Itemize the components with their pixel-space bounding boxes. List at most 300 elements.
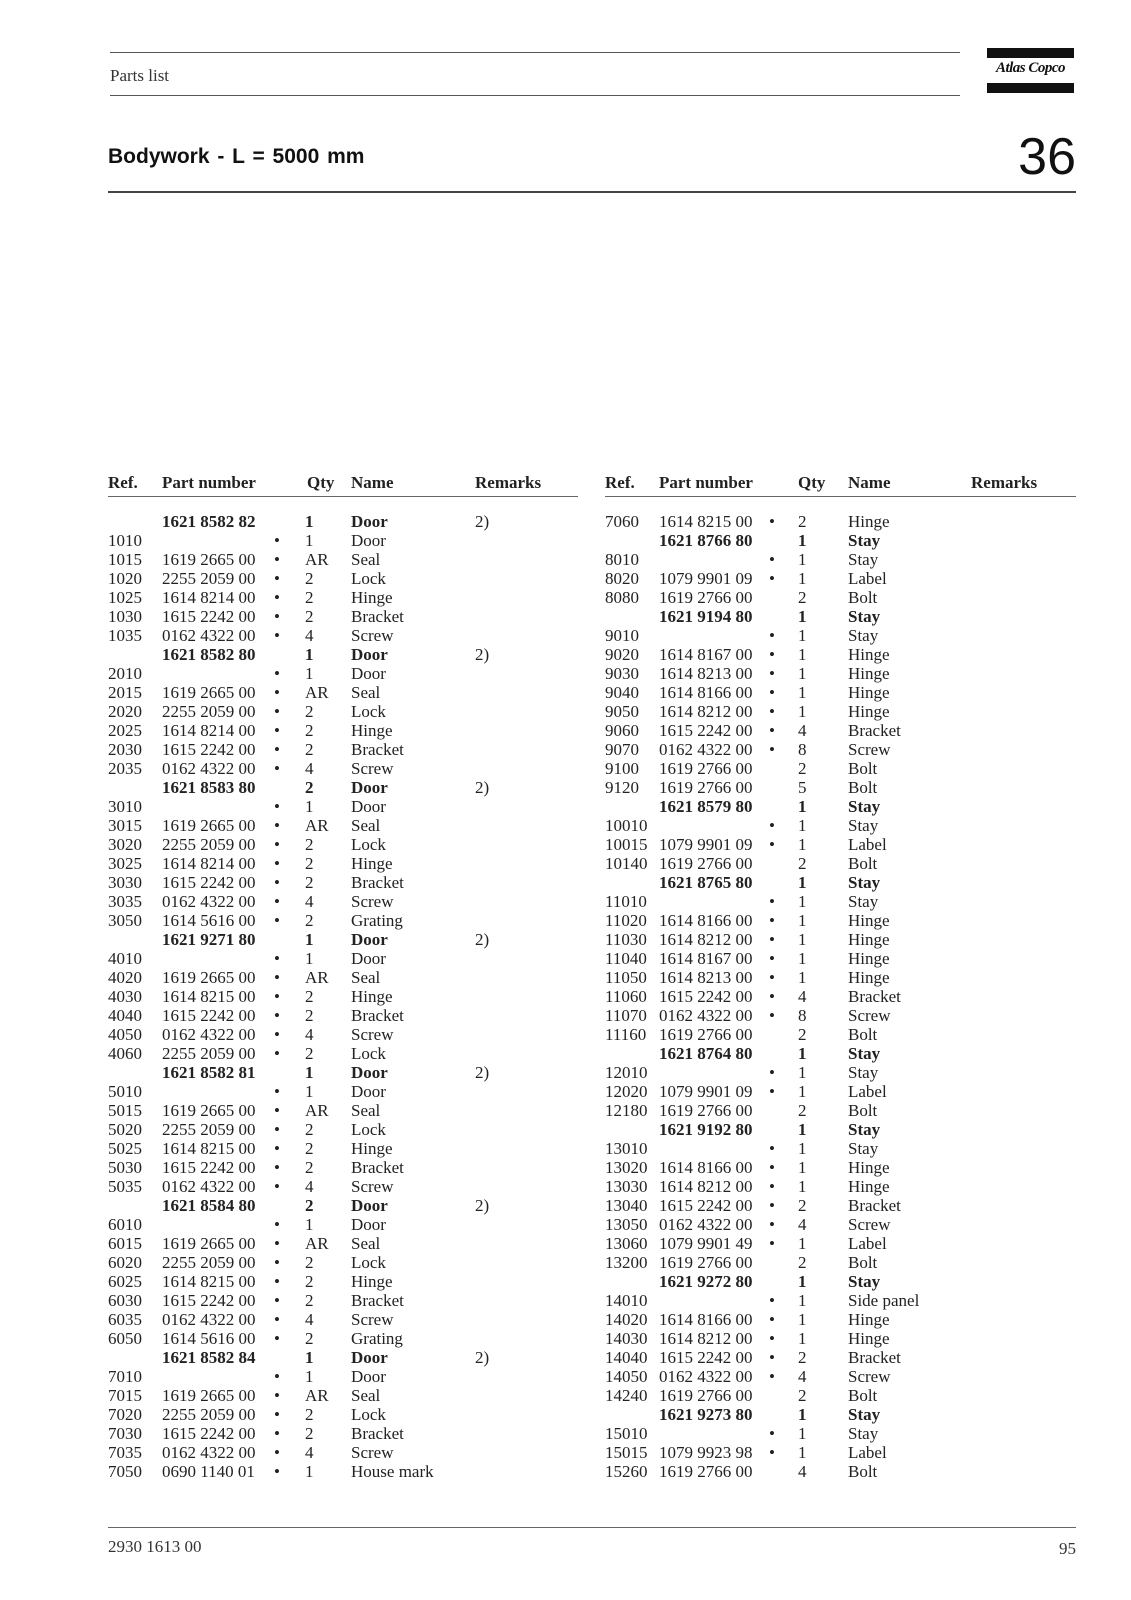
qty-cell: 2 — [305, 1196, 314, 1215]
name-cell: Lock — [351, 1253, 386, 1272]
qty-cell: 4 — [305, 626, 314, 645]
qty-cell: 2 — [305, 1291, 314, 1310]
name-cell: Seal — [351, 550, 381, 569]
bullet-cell: • — [274, 721, 280, 740]
qty-cell: AR — [305, 683, 329, 702]
bullet-cell: • — [274, 1234, 280, 1253]
bullet-cell: • — [274, 949, 280, 968]
logo-bar-bottom — [987, 83, 1074, 93]
name-cell: Bracket — [351, 873, 404, 892]
part-number-cell: 0162 4322 00 — [162, 892, 256, 911]
bullet-cell: • — [274, 1367, 280, 1386]
bullet-cell: • — [274, 1215, 280, 1234]
bullet-cell: • — [769, 1082, 775, 1101]
qty-cell: 1 — [798, 1044, 807, 1063]
atlas-copco-logo — [987, 48, 1074, 93]
ref-cell: 8080 — [605, 588, 639, 607]
bullet-cell: • — [769, 702, 775, 721]
part-number-cell: 1079 9901 09 — [659, 569, 753, 588]
name-cell: Screw — [351, 1443, 394, 1462]
qty-cell: AR — [305, 968, 329, 987]
page-number: 95 — [1059, 1539, 1076, 1558]
ref-cell: 5015 — [108, 1101, 142, 1120]
ref-cell: 3010 — [108, 797, 142, 816]
section-title: Bodywork - L = 5000 mm — [108, 145, 365, 168]
ref-cell: 4010 — [108, 949, 142, 968]
part-number-cell: 1615 2242 00 — [162, 1006, 256, 1025]
name-cell: Hinge — [848, 664, 890, 683]
part-number-cell: 0162 4322 00 — [659, 1367, 753, 1386]
bullet-cell: • — [769, 1234, 775, 1253]
part-number-cell: 1615 2242 00 — [659, 987, 753, 1006]
ref-cell: 2025 — [108, 721, 142, 740]
part-number-cell: 2255 2059 00 — [162, 569, 256, 588]
name-cell: Label — [848, 1443, 887, 1462]
part-number-cell: 1079 9923 98 — [659, 1443, 753, 1462]
qty-cell: 2 — [798, 1386, 807, 1405]
name-cell: Hinge — [848, 683, 890, 702]
col-name: Name — [848, 473, 891, 492]
bullet-cell: • — [769, 968, 775, 987]
qty-cell: AR — [305, 550, 329, 569]
ref-cell: 13010 — [605, 1139, 648, 1158]
name-cell: Door — [351, 1082, 386, 1101]
ref-cell: 12180 — [605, 1101, 648, 1120]
name-cell: Grating — [351, 1329, 403, 1348]
part-number-cell: 1619 2665 00 — [162, 1101, 256, 1120]
ref-cell: 13040 — [605, 1196, 648, 1215]
name-cell: Bracket — [848, 1348, 901, 1367]
part-number-cell: 1621 9271 80 — [162, 930, 256, 949]
qty-cell: 4 — [305, 1177, 314, 1196]
col-remarks: Remarks — [475, 473, 542, 492]
bullet-cell: • — [274, 1443, 280, 1462]
name-cell: Lock — [351, 835, 386, 854]
part-number-cell: 1614 5616 00 — [162, 1329, 256, 1348]
name-cell: Hinge — [848, 702, 890, 721]
qty-cell: 1 — [798, 702, 807, 721]
qty-cell: 4 — [798, 1215, 807, 1234]
part-number-cell: 1615 2242 00 — [659, 721, 753, 740]
ref-cell: 1035 — [108, 626, 142, 645]
part-number-cell: 1614 8214 00 — [162, 588, 256, 607]
name-cell: Grating — [351, 911, 403, 930]
name-cell: Label — [848, 569, 887, 588]
qty-cell: 2 — [305, 1158, 314, 1177]
bullet-cell: • — [769, 949, 775, 968]
qty-cell: 5 — [798, 778, 807, 797]
bullet-cell: • — [769, 1158, 775, 1177]
ref-cell: 5010 — [108, 1082, 142, 1101]
remarks-cell: 2) — [475, 645, 490, 664]
part-number-cell: 0162 4322 00 — [659, 740, 753, 759]
qty-cell: AR — [305, 816, 329, 835]
name-cell: House mark — [351, 1462, 434, 1481]
bullet-cell: • — [274, 550, 280, 569]
qty-cell: 2 — [798, 1253, 807, 1272]
parts-table-right — [605, 473, 1076, 1481]
part-number-cell: 1615 2242 00 — [162, 1424, 256, 1443]
bullet-cell: • — [769, 512, 775, 531]
ref-cell: 10010 — [605, 816, 648, 835]
bullet-cell: • — [274, 759, 280, 778]
name-cell: Bracket — [351, 607, 404, 626]
qty-cell: 2 — [305, 1139, 314, 1158]
qty-cell: 1 — [305, 1082, 314, 1101]
part-number-cell: 1614 8167 00 — [659, 949, 753, 968]
name-cell: Door — [351, 1348, 388, 1367]
qty-cell: 1 — [798, 949, 807, 968]
ref-cell: 12020 — [605, 1082, 648, 1101]
part-number-cell: 1615 2242 00 — [162, 1158, 256, 1177]
qty-cell: 4 — [305, 892, 314, 911]
ref-cell: 14010 — [605, 1291, 648, 1310]
name-cell: Bracket — [848, 987, 901, 1006]
bullet-cell: • — [769, 1329, 775, 1348]
ref-cell: 4030 — [108, 987, 142, 1006]
qty-cell: 1 — [798, 1291, 807, 1310]
bullet-cell: • — [274, 740, 280, 759]
part-number-cell: 1621 8582 84 — [162, 1348, 256, 1367]
part-number-cell: 1619 2665 00 — [162, 1234, 256, 1253]
bullet-cell: • — [769, 1310, 775, 1329]
ref-cell: 15260 — [605, 1462, 648, 1481]
title-rule — [108, 191, 1076, 193]
header-rule — [605, 496, 1076, 497]
ref-cell: 13200 — [605, 1253, 648, 1272]
qty-cell: 2 — [798, 512, 807, 531]
qty-cell: 1 — [305, 1462, 314, 1481]
bullet-cell: • — [274, 911, 280, 930]
qty-cell: 2 — [305, 740, 314, 759]
qty-cell: 1 — [305, 949, 314, 968]
bullet-cell: • — [274, 854, 280, 873]
name-cell: Screw — [351, 759, 394, 778]
name-cell: Hinge — [848, 1310, 890, 1329]
bullet-cell: • — [769, 569, 775, 588]
part-number-cell: 1619 2665 00 — [162, 1386, 256, 1405]
part-number-cell: 1621 8766 80 — [659, 531, 753, 550]
qty-cell: 1 — [798, 911, 807, 930]
ref-cell: 11050 — [605, 968, 647, 987]
part-number-cell: 1614 8215 00 — [162, 987, 256, 1006]
qty-cell: 1 — [305, 930, 314, 949]
ref-cell: 15015 — [605, 1443, 648, 1462]
ref-cell: 5025 — [108, 1139, 142, 1158]
part-number-cell: 1619 2766 00 — [659, 778, 753, 797]
ref-cell: 3015 — [108, 816, 142, 835]
ref-cell: 6010 — [108, 1215, 142, 1234]
name-cell: Stay — [848, 626, 879, 645]
part-number-cell: 1614 5616 00 — [162, 911, 256, 930]
qty-cell: AR — [305, 1386, 329, 1405]
name-cell: Bracket — [848, 721, 901, 740]
qty-cell: 2 — [798, 1348, 807, 1367]
part-number-cell: 1614 8215 00 — [162, 1139, 256, 1158]
part-number-cell: 1615 2242 00 — [162, 607, 256, 626]
ref-cell: 8010 — [605, 550, 639, 569]
part-number-cell: 1619 2665 00 — [162, 550, 256, 569]
name-cell: Door — [351, 1196, 388, 1215]
name-cell: Hinge — [848, 1177, 890, 1196]
qty-cell: 1 — [798, 1139, 807, 1158]
qty-cell: 2 — [305, 569, 314, 588]
qty-cell: 2 — [798, 588, 807, 607]
ref-cell: 13030 — [605, 1177, 648, 1196]
header-rule-top — [110, 52, 960, 53]
qty-cell: 1 — [798, 626, 807, 645]
ref-cell: 2020 — [108, 702, 142, 721]
ref-cell: 7020 — [108, 1405, 142, 1424]
qty-cell: 1 — [798, 1405, 807, 1424]
bullet-cell: • — [274, 1310, 280, 1329]
qty-cell: 2 — [305, 1272, 314, 1291]
name-cell: Seal — [351, 1101, 381, 1120]
name-cell: Screw — [848, 1006, 891, 1025]
qty-cell: 1 — [798, 873, 807, 892]
remarks-cell: 2) — [475, 1348, 490, 1367]
bullet-cell: • — [769, 987, 775, 1006]
ref-cell: 4020 — [108, 968, 142, 987]
name-cell: Door — [351, 930, 388, 949]
part-number-cell: 1614 8167 00 — [659, 645, 753, 664]
part-number-cell: 0162 4322 00 — [162, 1443, 256, 1462]
name-cell: Screw — [351, 626, 394, 645]
qty-cell: 1 — [798, 1082, 807, 1101]
qty-cell: 1 — [798, 645, 807, 664]
bullet-cell: • — [769, 1196, 775, 1215]
name-cell: Hinge — [351, 588, 393, 607]
qty-cell: AR — [305, 1234, 329, 1253]
qty-cell: 2 — [305, 987, 314, 1006]
qty-cell: 1 — [798, 569, 807, 588]
bullet-cell: • — [769, 892, 775, 911]
part-number-cell: 1621 8579 80 — [659, 797, 753, 816]
qty-cell: 1 — [798, 550, 807, 569]
name-cell: Bolt — [848, 1253, 878, 1272]
ref-cell: 9120 — [605, 778, 639, 797]
bullet-cell: • — [769, 1006, 775, 1025]
name-cell: Bolt — [848, 1025, 878, 1044]
qty-cell: 2 — [305, 702, 314, 721]
part-number-cell: 1621 9273 80 — [659, 1405, 753, 1424]
part-number-cell: 1079 9901 09 — [659, 835, 753, 854]
bullet-cell: • — [274, 1329, 280, 1348]
col-ref: Ref. — [108, 473, 138, 492]
bullet-cell: • — [769, 683, 775, 702]
name-cell: Label — [848, 1234, 887, 1253]
bullet-cell: • — [769, 1177, 775, 1196]
qty-cell: 4 — [798, 721, 807, 740]
ref-cell: 7060 — [605, 512, 639, 531]
bullet-cell: • — [274, 702, 280, 721]
header-rule — [108, 496, 578, 497]
name-cell: Lock — [351, 569, 386, 588]
ref-cell: 13050 — [605, 1215, 648, 1234]
part-number-cell: 1615 2242 00 — [162, 1291, 256, 1310]
name-cell: Bolt — [848, 1386, 878, 1405]
name-cell: Bracket — [351, 1291, 404, 1310]
qty-cell: 4 — [798, 1462, 807, 1481]
name-cell: Hinge — [351, 1272, 393, 1291]
part-number-cell: 0162 4322 00 — [162, 626, 256, 645]
qty-cell: 2 — [305, 1424, 314, 1443]
name-cell: Hinge — [351, 987, 393, 1006]
name-cell: Stay — [848, 1272, 881, 1291]
name-cell: Door — [351, 512, 388, 531]
bullet-cell: • — [769, 645, 775, 664]
name-cell: Hinge — [848, 949, 890, 968]
name-cell: Lock — [351, 1044, 386, 1063]
name-cell: Hinge — [351, 854, 393, 873]
part-number-cell: 1621 8764 80 — [659, 1044, 753, 1063]
name-cell: Lock — [351, 702, 386, 721]
ref-cell: 14040 — [605, 1348, 648, 1367]
bullet-cell: • — [274, 1424, 280, 1443]
bullet-cell: • — [769, 626, 775, 645]
qty-cell: 1 — [305, 512, 314, 531]
part-number-cell: 1614 8166 00 — [659, 1310, 753, 1329]
name-cell: Screw — [351, 1177, 394, 1196]
name-cell: Stay — [848, 1139, 879, 1158]
ref-cell: 3035 — [108, 892, 142, 911]
qty-cell: 2 — [305, 1253, 314, 1272]
part-number-cell: 2255 2059 00 — [162, 835, 256, 854]
name-cell: Door — [351, 949, 386, 968]
col-qty: Qty — [798, 473, 826, 492]
ref-cell: 3030 — [108, 873, 142, 892]
qty-cell: 1 — [798, 797, 807, 816]
ref-cell: 1030 — [108, 607, 142, 626]
col-qty: Qty — [307, 473, 335, 492]
part-number-cell: 1614 8212 00 — [659, 702, 753, 721]
part-number-cell: 1621 8582 81 — [162, 1063, 256, 1082]
name-cell: Bolt — [848, 778, 878, 797]
bullet-cell: • — [274, 588, 280, 607]
qty-cell: 2 — [305, 873, 314, 892]
part-number-cell: 1621 9194 80 — [659, 607, 753, 626]
ref-cell: 1020 — [108, 569, 142, 588]
bullet-cell: • — [769, 1424, 775, 1443]
bullet-cell: • — [274, 1101, 280, 1120]
part-number-cell: 2255 2059 00 — [162, 1044, 256, 1063]
qty-cell: 4 — [305, 1443, 314, 1462]
qty-cell: 2 — [305, 1405, 314, 1424]
ref-cell: 2030 — [108, 740, 142, 759]
name-cell: Seal — [351, 968, 381, 987]
qty-cell: 2 — [798, 854, 807, 873]
part-number-cell: 1621 8765 80 — [659, 873, 753, 892]
name-cell: Stay — [848, 550, 879, 569]
name-cell: Hinge — [351, 721, 393, 740]
part-number-cell: 1621 8582 80 — [162, 645, 256, 664]
name-cell: Lock — [351, 1405, 386, 1424]
part-number-cell: 1614 8212 00 — [659, 1329, 753, 1348]
ref-cell: 10140 — [605, 854, 648, 873]
name-cell: Stay — [848, 1044, 881, 1063]
ref-cell: 11040 — [605, 949, 647, 968]
part-number-cell: 1619 2766 00 — [659, 1101, 753, 1120]
qty-cell: 1 — [798, 683, 807, 702]
name-cell: Screw — [351, 1025, 394, 1044]
name-cell: Hinge — [848, 968, 890, 987]
qty-cell: 1 — [798, 1443, 807, 1462]
parts-table-left — [108, 473, 578, 1481]
qty-cell: 4 — [305, 1025, 314, 1044]
ref-cell: 9030 — [605, 664, 639, 683]
bullet-cell: • — [769, 835, 775, 854]
ref-cell: 9050 — [605, 702, 639, 721]
bullet-cell: • — [274, 968, 280, 987]
name-cell: Screw — [848, 1367, 891, 1386]
qty-cell: 1 — [798, 1329, 807, 1348]
qty-cell: 1 — [798, 835, 807, 854]
qty-cell: 8 — [798, 740, 807, 759]
bullet-cell: • — [274, 1139, 280, 1158]
ref-cell: 2035 — [108, 759, 142, 778]
name-cell: Bolt — [848, 1101, 878, 1120]
ref-cell: 9070 — [605, 740, 639, 759]
bullet-cell: • — [769, 816, 775, 835]
ref-cell: 7015 — [108, 1386, 142, 1405]
qty-cell: 1 — [305, 531, 314, 550]
ref-cell: 11010 — [605, 892, 647, 911]
qty-cell: 2 — [305, 778, 314, 797]
ref-cell: 11030 — [605, 930, 647, 949]
bullet-cell: • — [769, 1291, 775, 1310]
bullet-cell: • — [274, 892, 280, 911]
col-ref: Ref. — [605, 473, 635, 492]
ref-cell: 8020 — [605, 569, 639, 588]
qty-cell: 4 — [798, 1367, 807, 1386]
name-cell: Door — [351, 1063, 388, 1082]
ref-cell: 3020 — [108, 835, 142, 854]
part-number-cell: 2255 2059 00 — [162, 702, 256, 721]
part-number-cell: 2255 2059 00 — [162, 1120, 256, 1139]
qty-cell: 2 — [305, 854, 314, 873]
qty-cell: 1 — [798, 607, 807, 626]
part-number-cell: 0162 4322 00 — [162, 759, 256, 778]
bullet-cell: • — [274, 1253, 280, 1272]
ref-cell: 7035 — [108, 1443, 142, 1462]
part-number-cell: 0162 4322 00 — [162, 1025, 256, 1044]
qty-cell: 2 — [305, 1120, 314, 1139]
name-cell: Stay — [848, 1120, 881, 1139]
name-cell: Bracket — [848, 1196, 901, 1215]
ref-cell: 6025 — [108, 1272, 142, 1291]
ref-cell: 9020 — [605, 645, 639, 664]
bullet-cell: • — [769, 911, 775, 930]
part-number-cell: 1619 2766 00 — [659, 1462, 753, 1481]
ref-cell: 10015 — [605, 835, 648, 854]
ref-cell: 11020 — [605, 911, 647, 930]
qty-cell: 1 — [305, 1348, 314, 1367]
bullet-cell: • — [769, 740, 775, 759]
part-number-cell: 1619 2665 00 — [162, 968, 256, 987]
part-number-cell: 1614 8212 00 — [659, 1177, 753, 1196]
bullet-cell: • — [274, 835, 280, 854]
part-number-cell: 1614 8213 00 — [659, 664, 753, 683]
qty-cell: 2 — [305, 1329, 314, 1348]
bullet-cell: • — [274, 683, 280, 702]
qty-cell: 4 — [798, 987, 807, 1006]
bullet-cell: • — [274, 1272, 280, 1291]
qty-cell: 1 — [798, 531, 807, 550]
qty-cell: 1 — [305, 797, 314, 816]
part-number-cell: 1614 8213 00 — [659, 968, 753, 987]
col-part-number: Part number — [162, 473, 256, 492]
name-cell: Screw — [351, 892, 394, 911]
